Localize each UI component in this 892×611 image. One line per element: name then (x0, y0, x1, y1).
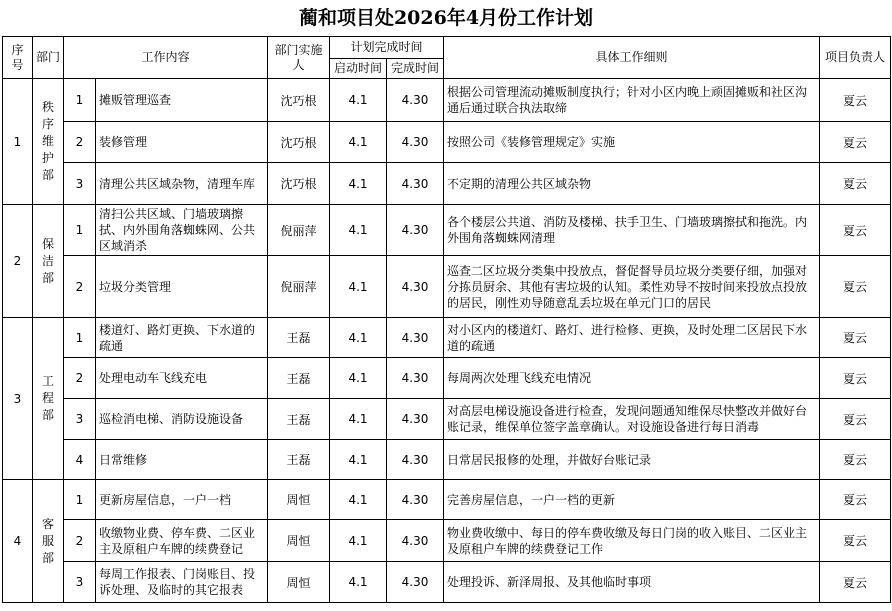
item-no: 3 (64, 163, 96, 205)
page-title: 蔺和项目处2026年4月份工作计划 (298, 7, 594, 29)
item-owner: 夏云 (820, 318, 891, 358)
table-row (3, 79, 891, 122)
item-start: 4.1 (330, 163, 387, 205)
dept-char: 客 (41, 516, 54, 531)
item-detail: 对小区内的楼道灯、路灯、进行检修、更换，及时处理二区居民下水道的疏通 (444, 318, 820, 358)
item-start: 4.1 (330, 480, 387, 520)
table-row (3, 480, 891, 520)
item-no: 2 (64, 358, 96, 399)
item-detail: 不定期的清理公共区域杂物 (444, 163, 820, 205)
item-no: 1 (64, 205, 96, 256)
item-detail: 按照公司《装修管理规定》实施 (444, 122, 820, 163)
table-row (3, 562, 891, 603)
item-end: 4.30 (387, 122, 444, 163)
header-dept: 部门 (33, 37, 64, 79)
item-content: 更新房屋信息，一户一档 (96, 480, 268, 520)
item-no: 2 (64, 122, 96, 163)
item-end: 4.30 (387, 399, 444, 440)
table-row (3, 122, 891, 163)
header-plan-time: 计划完成时间 (330, 37, 444, 59)
group-seq: 3 (3, 318, 33, 480)
table-row (3, 163, 891, 205)
dept-char: 部 (41, 550, 54, 565)
item-content: 楼道灯、路灯更换、下水道的疏通 (96, 318, 268, 358)
table-row (3, 205, 891, 256)
item-start: 4.1 (330, 256, 387, 318)
item-owner: 夏云 (820, 562, 891, 603)
group-seq: 4 (3, 480, 33, 603)
group-seq: 2 (3, 205, 33, 318)
item-owner: 夏云 (820, 480, 891, 520)
item-no: 1 (64, 480, 96, 520)
table-row (3, 440, 891, 480)
header-end: 完成时间 (387, 59, 444, 79)
dept-char: 保 (41, 236, 54, 251)
item-no: 3 (64, 562, 96, 603)
item-end: 4.30 (387, 256, 444, 318)
table-row (3, 256, 891, 318)
item-end: 4.30 (387, 440, 444, 480)
item-no: 1 (64, 318, 96, 358)
item-owner: 夏云 (820, 163, 891, 205)
item-owner: 夏云 (820, 256, 891, 318)
item-start: 4.1 (330, 79, 387, 122)
item-start: 4.1 (330, 318, 387, 358)
dept-char: 部 (41, 408, 54, 422)
item-content: 摊贩管理巡查 (96, 79, 268, 122)
item-implementer: 王磊 (268, 358, 330, 399)
work-plan-table (2, 36, 891, 603)
item-implementer: 王磊 (268, 399, 330, 440)
item-no: 2 (64, 520, 96, 562)
item-owner: 夏云 (820, 520, 891, 562)
item-end: 4.30 (387, 562, 444, 603)
item-detail: 各个楼层公共道、消防及楼梯、扶手卫生、门墙玻璃擦拭和拖洗。内外围角落蜘蛛网清理 (444, 205, 820, 256)
item-start: 4.1 (330, 440, 387, 480)
dept-char: 部 (41, 168, 54, 182)
item-detail: 根据公司管理流动摊贩制度执行；针对小区内晚上顽固摊贩和社区沟通后通过联合执法取缔 (444, 79, 820, 122)
header-seq-line2: 号 (11, 57, 24, 72)
group-seq: 1 (3, 79, 33, 205)
item-start: 4.1 (330, 358, 387, 399)
item-content: 每周工作报表、门岗账目、投诉处理、及临时的其它报表 (96, 562, 268, 603)
table-row (3, 520, 891, 562)
item-end: 4.30 (387, 79, 444, 122)
item-content: 日常维修 (96, 440, 268, 480)
item-end: 4.30 (387, 358, 444, 399)
item-owner: 夏云 (820, 399, 891, 440)
item-implementer: 沈巧根 (268, 79, 330, 122)
item-content: 清理公共区域杂物，清理车库 (96, 163, 268, 205)
item-no: 4 (64, 440, 96, 480)
header-owner: 项目负责人 (820, 37, 891, 79)
table-row (3, 399, 891, 440)
header-seq-line1: 序 (11, 42, 24, 57)
item-implementer: 倪丽萍 (268, 205, 330, 256)
item-detail: 巡查二区垃圾分类集中投放点，督促督导员垃圾分类要仔细，加强对分拣员厨余、其他有害垃圾的认知。柔性劝导不按时间来投放点投放的居民，刚性劝导随意乱丢垃圾在单元门口的居民 (444, 256, 820, 318)
item-owner: 夏云 (820, 358, 891, 399)
dept-char: 秩 (41, 100, 54, 114)
item-end: 4.30 (387, 163, 444, 205)
table-row (3, 318, 891, 358)
header-detail: 具体工作细则 (444, 37, 820, 79)
dept-char: 部 (41, 270, 54, 285)
item-content: 处理电动车飞线充电 (96, 358, 268, 399)
group-dept (33, 480, 64, 603)
header-content: 工作内容 (64, 37, 268, 79)
item-start: 4.1 (330, 399, 387, 440)
item-implementer: 王磊 (268, 318, 330, 358)
item-owner: 夏云 (820, 122, 891, 163)
item-end: 4.30 (387, 205, 444, 256)
dept-char: 维 (41, 134, 54, 148)
item-start: 4.1 (330, 562, 387, 603)
item-implementer: 周恒 (268, 562, 330, 603)
item-detail: 处理投诉、新泽周报、及其他临时事项 (444, 562, 820, 603)
item-implementer: 倪丽萍 (268, 256, 330, 318)
group-dept (33, 205, 64, 318)
item-no: 3 (64, 399, 96, 440)
group-dept (33, 318, 64, 480)
item-owner: 夏云 (820, 205, 891, 256)
item-implementer: 沈巧根 (268, 163, 330, 205)
item-content: 清扫公共区域、门墙玻璃擦拭、内外围角落蜘蛛网、公共区域消杀 (96, 205, 268, 256)
dept-char: 程 (41, 391, 54, 405)
item-no: 2 (64, 256, 96, 318)
item-detail: 日常居民报修的处理，并做好台账记录 (444, 440, 820, 480)
header-start: 启动时间 (330, 59, 387, 79)
group-dept (33, 79, 64, 205)
item-content: 收缴物业费、停车费、二区业主及原租户车牌的续费登记 (96, 520, 268, 562)
header-implementer: 部门实施人 (268, 37, 330, 79)
item-detail: 物业费收缴中、每日的停车费收缴及每日门岗的收入账目、二区业主及原租户车牌的续费登记工作 (444, 520, 820, 562)
item-content: 巡检消电梯、消防设施设备 (96, 399, 268, 440)
item-start: 4.1 (330, 520, 387, 562)
dept-char: 序 (41, 117, 54, 131)
item-implementer: 周恒 (268, 520, 330, 562)
item-owner: 夏云 (820, 440, 891, 480)
header-seq (3, 37, 33, 79)
item-end: 4.30 (387, 520, 444, 562)
item-content: 装修管理 (96, 122, 268, 163)
item-content: 垃圾分类管理 (96, 256, 268, 318)
dept-char: 服 (41, 533, 54, 548)
item-detail: 对高层电梯设施设备进行检查，发现问题通知维保尽快整改并做好台账记录，维保单位签字盖章确认。对设施设备进行每日消毒 (444, 399, 820, 440)
item-end: 4.30 (387, 480, 444, 520)
item-implementer: 王磊 (268, 440, 330, 480)
item-end: 4.30 (387, 318, 444, 358)
dept-char: 洁 (41, 253, 54, 268)
item-implementer: 周恒 (268, 480, 330, 520)
dept-char: 护 (41, 151, 54, 165)
item-start: 4.1 (330, 205, 387, 256)
item-detail: 完善房屋信息，一户一档的更新 (444, 480, 820, 520)
item-no: 1 (64, 79, 96, 122)
table-row (3, 358, 891, 399)
item-implementer: 沈巧根 (268, 122, 330, 163)
item-owner: 夏云 (820, 79, 891, 122)
item-start: 4.1 (330, 122, 387, 163)
item-detail: 每周两次处理飞线充电情况 (444, 358, 820, 399)
dept-char: 工 (41, 374, 54, 388)
